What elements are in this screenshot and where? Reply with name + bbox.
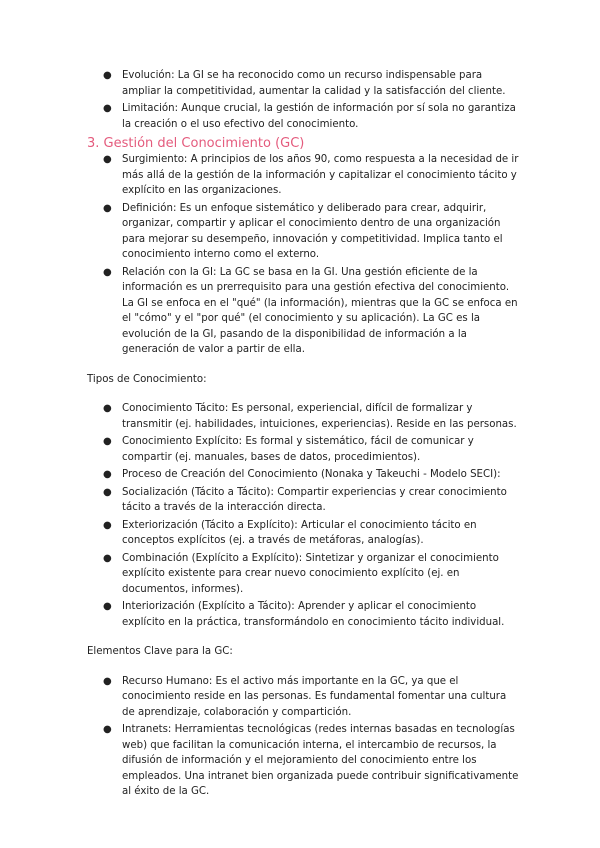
list-item: ● Conocimiento Explícito: Es formal y sistemático, fácil de comunicar y compartir (ej. manuales, bases de datos, procedimientos). (103, 436, 474, 463)
list-item: ● Socialización (Tácito a Tácito): Compartir experiencias y crear conocimiento tácito a través de la interacción directa. (103, 486, 507, 513)
bullet-icon: ● (103, 469, 112, 480)
list-item: ● Relación con la GI: La GC se basa en la GI. Una gestión eficiente de la información es un prerrequisito para una gestión efectiva del conocimiento. La GI se enfoca en el "qué" (la información), mientras que la GC se enfoca en el "cómo" y el "por qué" (el conocimiento y su aplicación). La GC es la evolución de la GI, pasando de la disponibilidad de información a la generación de valor a partir de ella. (103, 266, 518, 355)
bullet-icon: ● (103, 154, 112, 165)
list-item: ● Evolución: La GI se ha reconocido como un recurso indispensable para ampliar la competitividad, aumentar la calidad y la satisfacción del cliente. (103, 70, 506, 97)
tipos-bullet-list (87, 401, 520, 630)
list-item: ● Intranets: Herramientas tecnológicas (redes internas basadas en tecnologías web) que facilitan la comunicación interna, el intercambio de recursos, la difusión de información y el mejoramiento del conocimiento entre los empleados. Una intranet bien organizada puede contribuir significativamente al éxito de la GC. (103, 724, 519, 797)
list-item: ● Limitación: Aunque crucial, la gestión de información por sí sola no garantiza la creación o el uso efectivo del conocimiento. (103, 103, 516, 130)
list-item: ● Recurso Humano: Es el activo más importante en la GC, ya que el conocimiento reside en las personas. Es fundamental fomentar una cultura de aprendizaje, colaboración y compartición. (103, 675, 507, 718)
bullet-icon: ● (103, 519, 112, 531)
list-item: ● Exteriorización (Tácito a Explícito): Articular el conocimiento tácito en conceptos explícitos (ej. a través de metáforas, analogías). (103, 519, 477, 546)
section-heading: 3. Gestión del Conocimiento (GC) (87, 136, 305, 151)
bullet-icon: ● (103, 436, 112, 447)
intro-bullet-list (87, 68, 520, 132)
bullet-icon: ● (103, 103, 112, 114)
bullet-icon: ● (103, 675, 112, 687)
bullet-icon: ● (103, 403, 112, 414)
tipos-label: Tipos de Conocimiento: (87, 373, 207, 385)
list-item: ● Proceso de Creación del Conocimiento (Nonaka y Takeuchi - Modelo SECI): (87, 467, 520, 483)
elementos-bullet-list (87, 674, 520, 800)
bullet-icon: ● (103, 266, 112, 278)
elementos-label: Elementos Clave para la GC: (87, 646, 233, 657)
bullet-icon: ● (103, 70, 112, 81)
gc-bullet-list (87, 152, 520, 358)
list-item: ● Combinación (Explícito a Explícito): Sintetizar y organizar el conocimiento explícito existente para crear nuevo conocimiento explícito (ej. en documentos, informes). (103, 552, 499, 595)
list-item: ● Definición: Es un enfoque sistemático y deliberado para crear, adquirir, organizar, compartir y aplicar el conocimiento dentro de una organización para mejorar su desempeño, innovación y competitividad. Implica tanto el conocimiento interno como el externo. (103, 202, 503, 260)
bullet-icon: ● (103, 552, 112, 564)
list-item: ● Conocimiento Tácito: Es personal, experiencial, difícil de formalizar y transmitir (ej. habilidades, intuiciones, experiencias). Reside en las personas. (103, 403, 517, 430)
list-item: ● Interiorización (Explícito a Tácito): Aprender y aplicar el conocimiento explícito en la práctica, transformándolo en conocimiento tácito individual. (103, 601, 505, 628)
bullet-icon: ● (103, 724, 112, 735)
bullet-icon: ● (103, 486, 112, 498)
bullet-icon: ● (103, 601, 112, 612)
list-item: ● Surgimiento: A principios de los años 90, como respuesta a la necesidad de ir más allá de la gestión de la información y capitalizar el conocimiento tácito y explícito en las organizaciones. (103, 154, 519, 196)
bullet-icon: ● (103, 202, 112, 214)
